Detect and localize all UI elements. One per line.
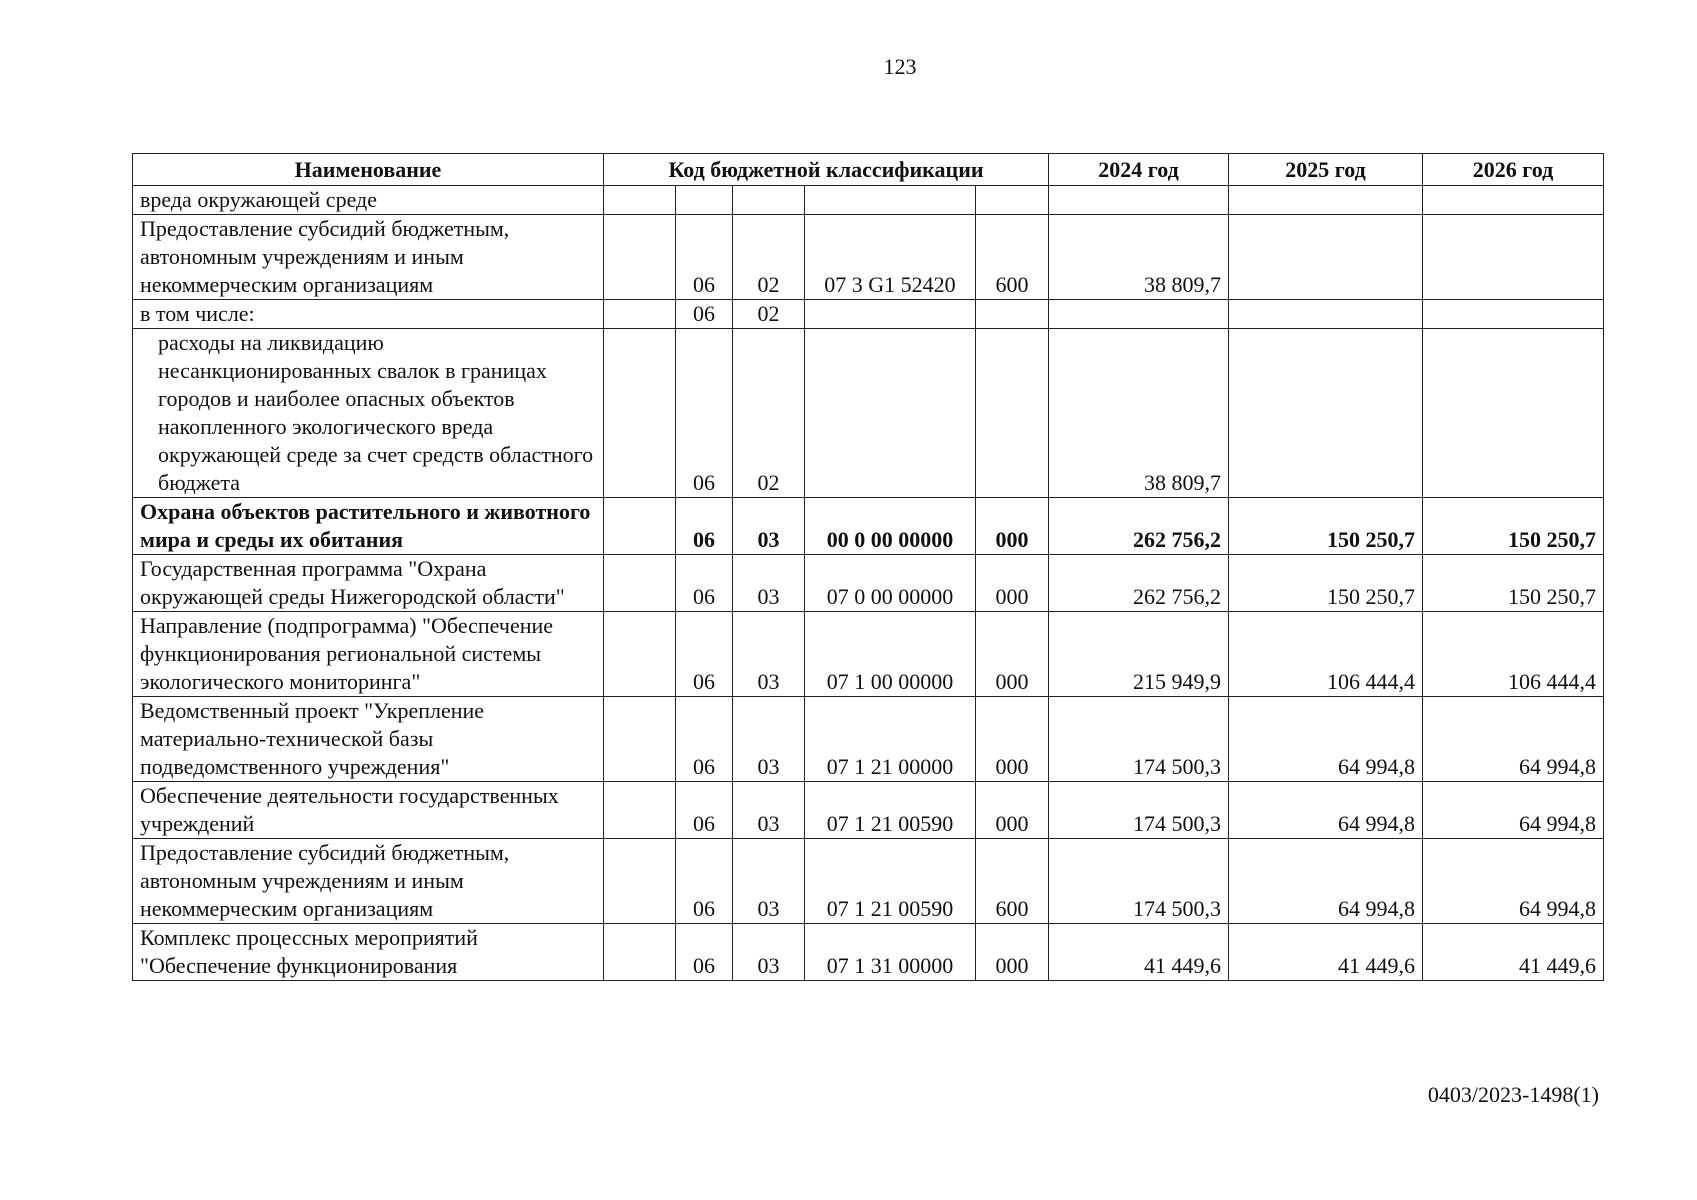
row-subsection: 03 [733, 924, 805, 981]
row-spacer [604, 498, 676, 555]
row-target: 00 0 00 00000 [805, 498, 976, 555]
row-subsection: 03 [733, 839, 805, 924]
row-name: Предоставление субсидий бюджетным, автономным учреждениям и иным некоммерческим организациям [133, 839, 604, 924]
row-2025: 64 994,8 [1229, 782, 1423, 839]
row-2024: 262 756,2 [1049, 498, 1229, 555]
row-target: 07 3 G1 52420 [805, 215, 976, 300]
row-expense: 600 [976, 215, 1049, 300]
row-name: Комплекс процессных мероприятий "Обеспечение функционирования [133, 924, 604, 981]
table-row [133, 329, 1604, 498]
row-2025 [1229, 300, 1423, 329]
row-name: Направление (подпрограмма) "Обеспечение функционирования региональной системы экологического мониторинга" [133, 612, 604, 697]
row-name: расходы на ликвидацию несанкционированных свалок в границах городов и наиболее опасных объектов накопленного экологического вреда окружающей среде за счет средств областного бюджета [133, 329, 604, 498]
row-subsection [733, 186, 805, 215]
table-row [133, 782, 1604, 839]
row-2026 [1423, 300, 1604, 329]
table-row [133, 555, 1604, 612]
row-section: 06 [676, 839, 733, 924]
row-spacer [604, 612, 676, 697]
row-target: 07 1 00 00000 [805, 612, 976, 697]
row-name: Предоставление субсидий бюджетным, автономным учреждениям и иным некоммерческим организациям [133, 215, 604, 300]
row-2025: 150 250,7 [1229, 498, 1423, 555]
table-row [133, 839, 1604, 924]
row-name: вреда окружающей среде [133, 186, 604, 215]
row-2025: 106 444,4 [1229, 612, 1423, 697]
row-section: 06 [676, 498, 733, 555]
row-subsection: 03 [733, 697, 805, 782]
row-target: 07 1 31 00000 [805, 924, 976, 981]
table-row [133, 498, 1604, 555]
row-section: 06 [676, 300, 733, 329]
row-2025: 64 994,8 [1229, 839, 1423, 924]
row-name: Государственная программа "Охрана окружающей среды Нижегородской области" [133, 555, 604, 612]
row-subsection: 02 [733, 300, 805, 329]
row-expense: 600 [976, 839, 1049, 924]
row-spacer [604, 839, 676, 924]
row-subsection: 02 [733, 329, 805, 498]
row-2025 [1229, 329, 1423, 498]
row-subsection: 03 [733, 555, 805, 612]
header-budget-code: Код бюджетной классификации [604, 154, 1049, 186]
row-2024: 262 756,2 [1049, 555, 1229, 612]
row-target [805, 186, 976, 215]
row-2025: 150 250,7 [1229, 555, 1423, 612]
row-target: 07 1 21 00000 [805, 697, 976, 782]
row-2024: 174 500,3 [1049, 697, 1229, 782]
header-name: Наименование [133, 154, 604, 186]
row-name: Ведомственный проект "Укрепление материально-технической базы подведомственного учреждения" [133, 697, 604, 782]
row-target: 07 1 21 00590 [805, 839, 976, 924]
row-spacer [604, 697, 676, 782]
row-subsection: 02 [733, 215, 805, 300]
row-2026: 150 250,7 [1423, 498, 1604, 555]
row-name: в том числе: [133, 300, 604, 329]
row-2026: 64 994,8 [1423, 839, 1604, 924]
row-2026: 41 449,6 [1423, 924, 1604, 981]
row-section [676, 186, 733, 215]
row-target [805, 329, 976, 498]
row-2025 [1229, 186, 1423, 215]
row-spacer [604, 782, 676, 839]
row-expense: 000 [976, 782, 1049, 839]
row-target: 07 0 00 00000 [805, 555, 976, 612]
row-2024: 38 809,7 [1049, 215, 1229, 300]
row-2026: 150 250,7 [1423, 555, 1604, 612]
row-target [805, 300, 976, 329]
row-2024: 215 949,9 [1049, 612, 1229, 697]
row-2025 [1229, 215, 1423, 300]
table-row [133, 186, 1604, 215]
row-spacer [604, 215, 676, 300]
row-expense: 000 [976, 498, 1049, 555]
row-section: 06 [676, 612, 733, 697]
row-expense: 000 [976, 697, 1049, 782]
row-2025: 64 994,8 [1229, 697, 1423, 782]
row-2024 [1049, 186, 1229, 215]
document-code: 0403/2023-1498(1) [1427, 1082, 1599, 1107]
row-expense [976, 329, 1049, 498]
row-section: 06 [676, 555, 733, 612]
header-2026: 2026 год [1423, 154, 1604, 186]
row-spacer [604, 555, 676, 612]
row-expense: 000 [976, 612, 1049, 697]
row-subsection: 03 [733, 782, 805, 839]
page-number: 123 [883, 54, 917, 79]
row-2025: 41 449,6 [1229, 924, 1423, 981]
row-section: 06 [676, 215, 733, 300]
table-row [133, 612, 1604, 697]
row-name: Обеспечение деятельности государственных учреждений [133, 782, 604, 839]
row-section: 06 [676, 329, 733, 498]
row-2026: 64 994,8 [1423, 782, 1604, 839]
table-row [133, 300, 1604, 329]
header-2024: 2024 год [1049, 154, 1229, 186]
row-spacer [604, 300, 676, 329]
row-target: 07 1 21 00590 [805, 782, 976, 839]
table-row [133, 697, 1604, 782]
row-name: Охрана объектов растительного и животного мира и среды их обитания [133, 498, 604, 555]
row-expense [976, 300, 1049, 329]
row-subsection: 03 [733, 498, 805, 555]
row-2024: 38 809,7 [1049, 329, 1229, 498]
row-2026 [1423, 186, 1604, 215]
row-spacer [604, 924, 676, 981]
budget-table [132, 153, 1604, 981]
row-2024: 174 500,3 [1049, 782, 1229, 839]
table-row [133, 215, 1604, 300]
header-2025: 2025 год [1229, 154, 1423, 186]
row-2026: 64 994,8 [1423, 697, 1604, 782]
row-section: 06 [676, 697, 733, 782]
row-subsection: 03 [733, 612, 805, 697]
row-2026 [1423, 215, 1604, 300]
row-section: 06 [676, 924, 733, 981]
row-2024: 174 500,3 [1049, 839, 1229, 924]
row-2024 [1049, 300, 1229, 329]
row-expense: 000 [976, 924, 1049, 981]
row-spacer [604, 329, 676, 498]
row-2026: 106 444,4 [1423, 612, 1604, 697]
row-expense: 000 [976, 555, 1049, 612]
row-section: 06 [676, 782, 733, 839]
row-spacer [604, 186, 676, 215]
table-header-row [133, 154, 1604, 186]
table-row [133, 924, 1604, 981]
row-2024: 41 449,6 [1049, 924, 1229, 981]
row-2026 [1423, 329, 1604, 498]
row-expense [976, 186, 1049, 215]
